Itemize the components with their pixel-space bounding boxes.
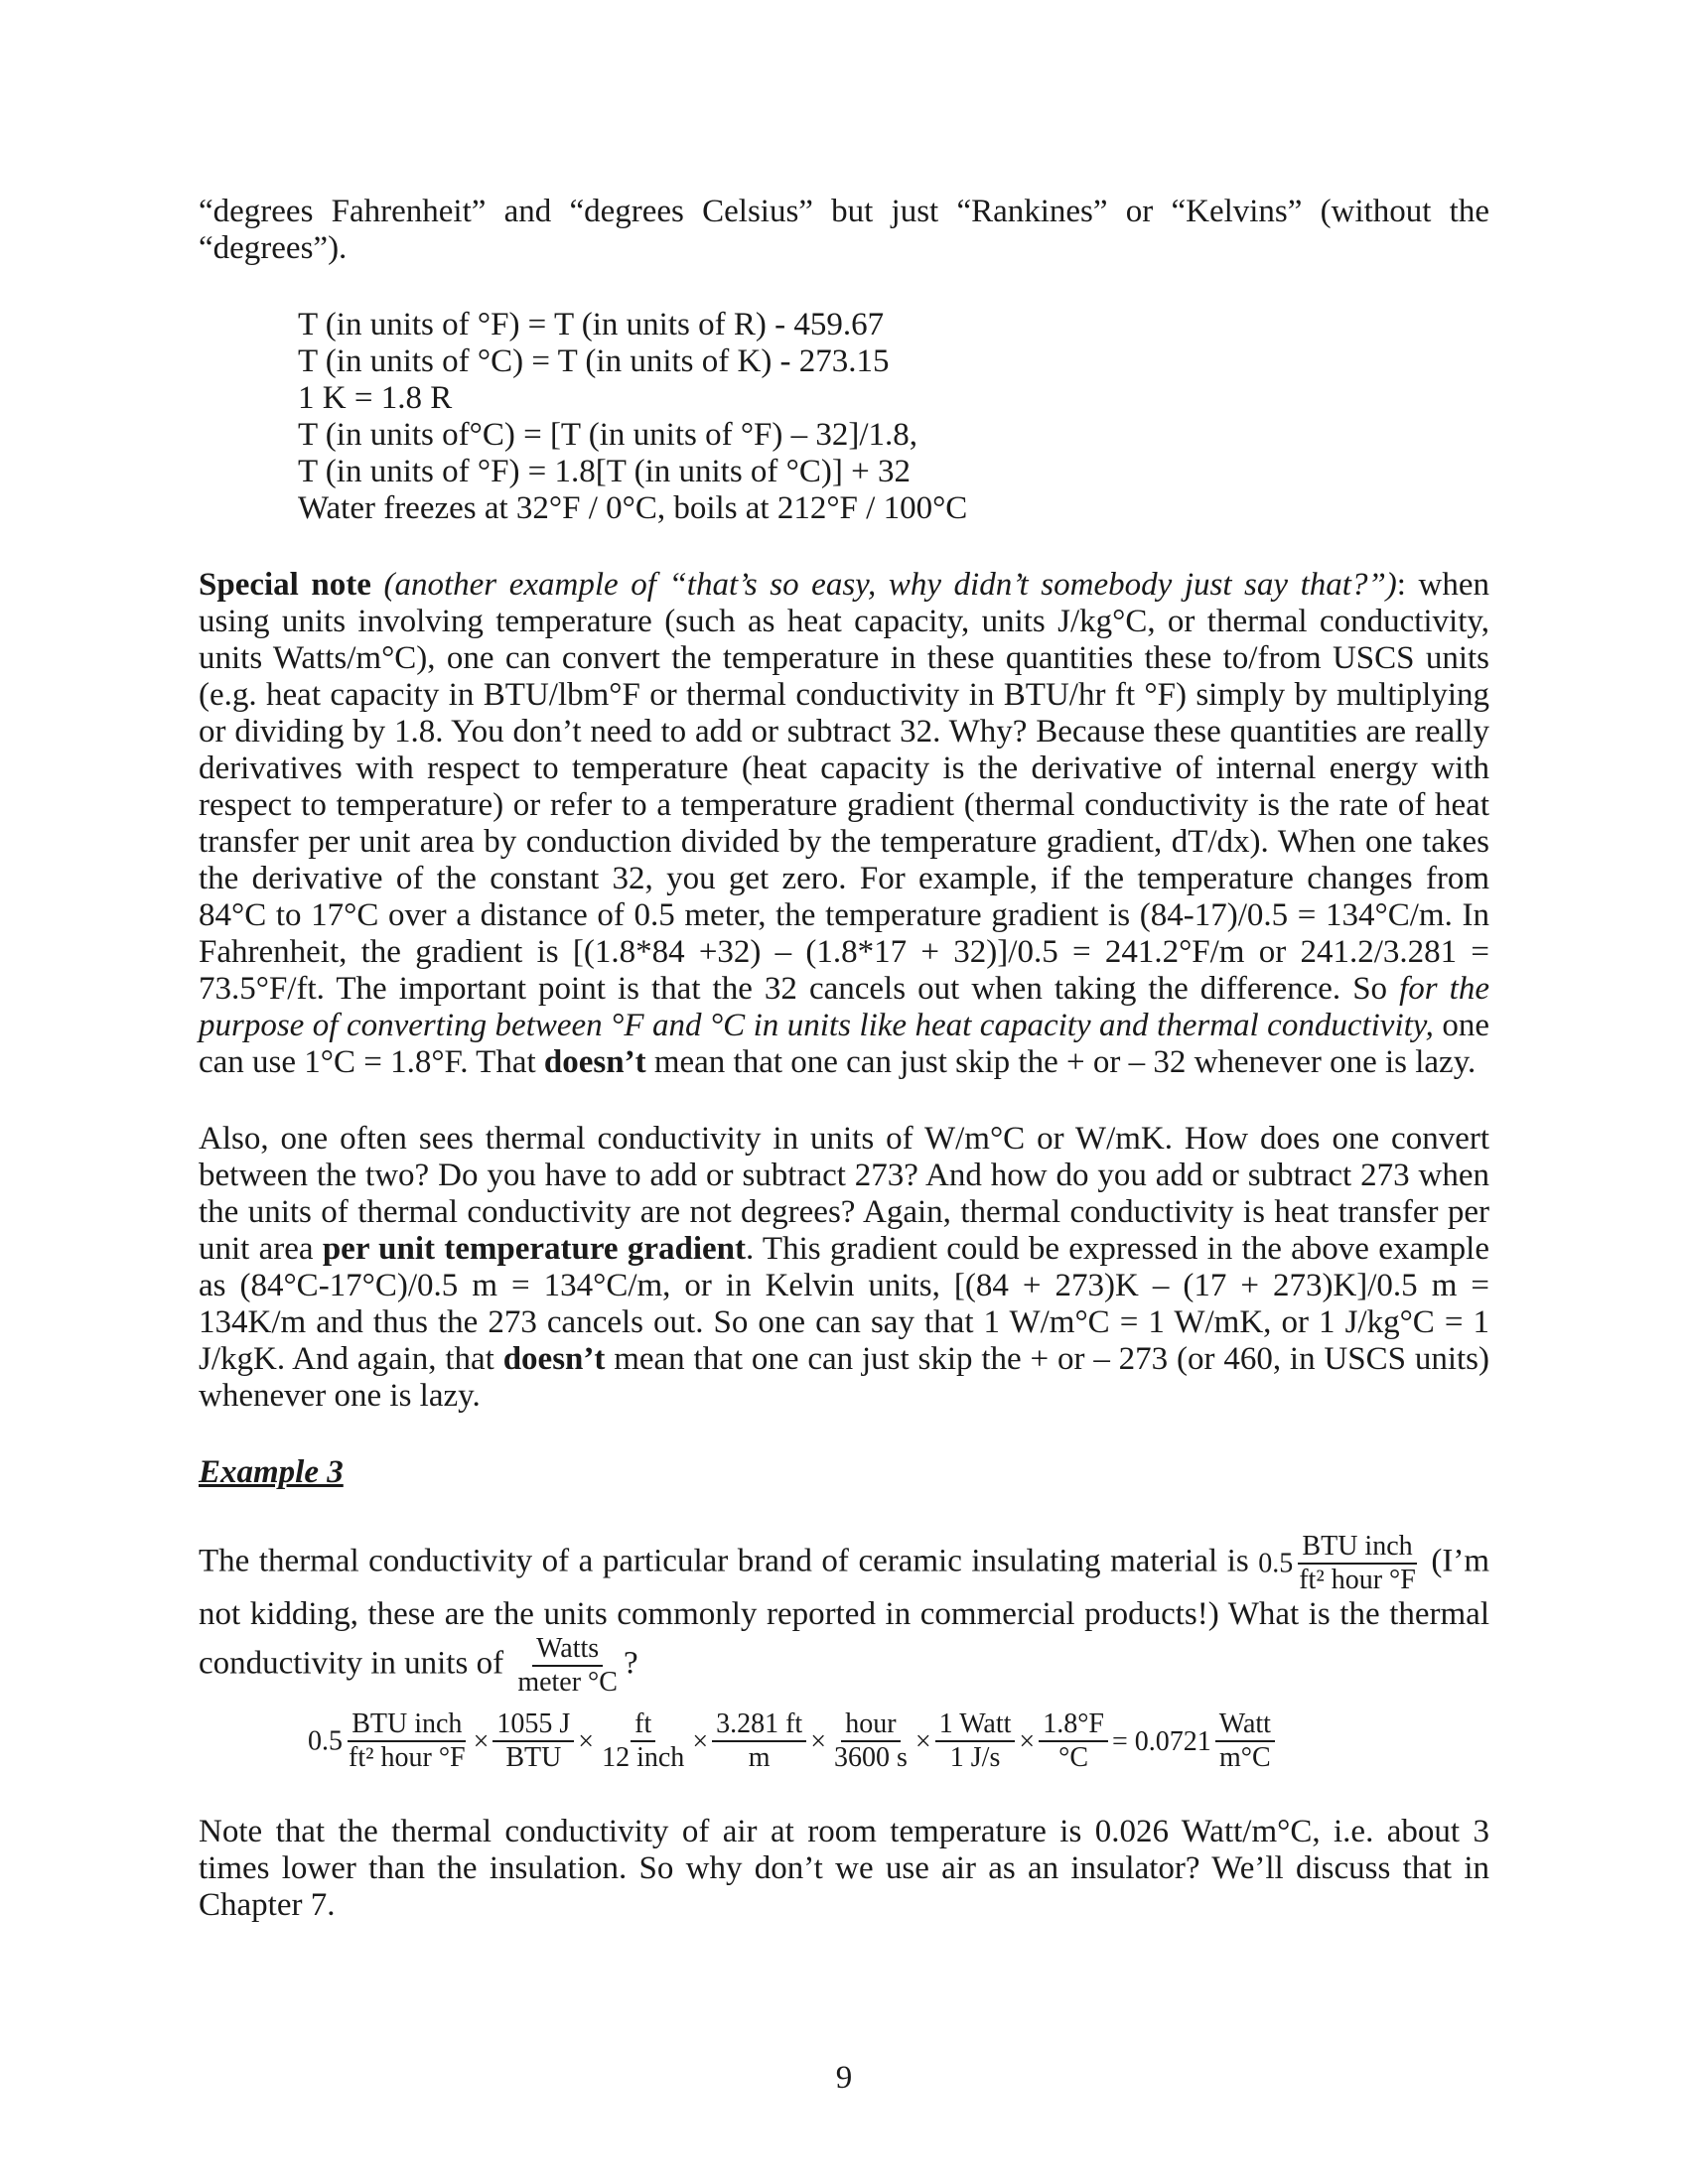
formula-line: T (in units of °F) = T (in units of R) - 459.67 bbox=[298, 307, 885, 342]
example-question: The thermal conductivity of a particular brand of ceramic insulating material is 0.5 $\frac{\text{BTU inch}}{\text{ft² hour °F}}$ (I’m not kidding, these are the units commonly reported in commercial products!) What is the thermal conductivity in units of $\frac{\text{Watts}}{\text{meter °C}}$ ? bbox=[199, 1531, 1489, 1698]
formula-line: Water freezes at 32°F / 0°C, boils at 212°F / 100°C bbox=[298, 490, 968, 526]
special-note-emphasis: for the purpose of converting between °F and °C in units like heat capacity and thermal conductivity, bbox=[199, 971, 1489, 1043]
page-number: 9 bbox=[835, 2060, 853, 2096]
conversion-formulas bbox=[298, 307, 1489, 527]
note-paragraph: Note that the thermal conductivity of air at room temperature is 0.026 Watt/m°C, i.e. about 3 times lower than the insulation. So why don’t we use air as an insulator? We’ll discuss that in Chapter 7. bbox=[199, 1814, 1489, 1923]
fraction: $\frac{\text{Watts}}{\text{meter °C}}$ bbox=[517, 1633, 618, 1698]
fraction: $\frac{1055 J}{\text{BTU}}$ bbox=[492, 1708, 574, 1774]
times-sign: × bbox=[473, 1725, 490, 1757]
formula-line: T (in units of°C) = [T (in units of °F) – 32]/1.8, bbox=[298, 417, 918, 453]
special-note-aside: (another example of “that’s so easy, why didn’t somebody just say that?”) bbox=[383, 567, 1397, 603]
fraction: $\frac{\text{Watt}}{m^\circ C}$ bbox=[1215, 1708, 1275, 1774]
intro-paragraph: “degrees Fahrenheit” and “degrees Celsius” but just “Rankines” or “Kelvins” (without the “degrees”). bbox=[199, 194, 1489, 266]
times-sign: × bbox=[1019, 1725, 1036, 1757]
equation-result: = 0.0721 bbox=[1111, 1725, 1211, 1757]
fraction: $\frac{\text{BTU inch}}{\text{ft² hour °F}}$ bbox=[1299, 1531, 1416, 1595]
special-note-label: Special note bbox=[199, 567, 371, 603]
fraction: $\frac{\text{1 Watt}}{1 J/s}$ bbox=[935, 1708, 1016, 1774]
times-sign: × bbox=[578, 1725, 595, 1757]
formula-line: T (in units of °C) = T (in units of K) - 273.15 bbox=[298, 343, 890, 379]
formula-line: T (in units of °F) = 1.8[T (in units of °C)] + 32 bbox=[298, 454, 911, 489]
times-sign: × bbox=[914, 1725, 931, 1757]
times-sign: × bbox=[692, 1725, 709, 1757]
kelvin-paragraph: Also, one often sees thermal conductivity in units of W/m°C or W/mK. How does one convert between the two? Do you have to add or subtract 273? And how do you add or subtract 273 when the units of thermal conductivity are not degrees? Again, thermal conductivity is heat transfer per unit area per unit temperature gradient. This gradient could be expressed in the above example as (84°C-17°C)/0.5 m = 134°C/m, or in Kelvin units, [(84 + 273)K – (17 + 273)K]/0.5 m = 134K/m and thus the 273 cancels out. So one can say that 1 W/m°C = 1 W/mK, or 1 J/kg°C = 1 J/kgK. And again, that doesn’t mean that one can just skip the + or – 273 (or 460, in USCS units) whenever one is lazy. bbox=[199, 1121, 1490, 1414]
fraction: $\frac{3.281 ft}{m}$ bbox=[712, 1708, 806, 1774]
fraction: $\frac{\text{BTU inch}}{\text{ft² hour °F}}$ bbox=[349, 1708, 466, 1773]
page-body bbox=[199, 194, 1489, 1924]
fraction: $\frac{ft}{\text{12 inch}}$ bbox=[602, 1708, 685, 1773]
example-heading: Example 3 bbox=[199, 1454, 344, 1490]
conversion-equation: 0.5 $\frac{\text{BTU inch}}{\text{ft² hour °F}}$ × $\frac{1055 J}{\text{BTU}}$ × $\frac{ft}{\text{12 inch}}$ × $\frac{3.281 ft}{m}$ × $\frac{\text{hour}}{3600 s}$ × $\frac{\text{1 Watt}}{1 J/s}$ × $\frac{1.8^\circ F}{^\circ C}$ = 0.0721 $\frac{\text{Watt}}{m^\circ C}$ bbox=[308, 1708, 1489, 1774]
times-sign: × bbox=[810, 1725, 827, 1757]
special-note-paragraph: Special note (another example of “that’s so easy, why didn’t somebody just say that?”): when using units involving temperature (such as heat capacity, units J/kg°C, or thermal conductivity, units Watts/m°C), one can convert the temperature in these quantities these to/from USCS units (e.g. heat capacity in BTU/lbm°F or thermal conductivity in BTU/hr ft °F) simply by multiplying or dividing by 1.8. You don’t need to add or subtract 32. Why? Because these quantities are really derivatives with respect to temperature (heat capacity is the derivative of internal energy with respect to temperature) or refer to a temperature gradient (thermal conductivity is the rate of heat transfer per unit area by conduction divided by the temperature gradient, dT/dx). When one takes the derivative of the constant 32, you get zero. For example, if the temperature changes from 84°C to 17°C over a distance of 0.5 meter, the temperature gradient is (84-17)/0.5 = 134°C/m. In Fahrenheit, the gradient is [(1.8*84 +32) – (1.8*17 + 32)]/0.5 = 241.2°F/m or 241.2/3.281 = 73.5°F/ft. The important point is that the 32 cancels out when taking the difference. So for the purpose of converting between °F and °C in units like heat capacity and thermal conductivity, one can use 1°C = 1.8°F. That doesn’t mean that one can just skip the + or – 32 whenever one is lazy. bbox=[199, 567, 1490, 1080]
fraction: $\frac{\text{hour}}{3600 s}$ bbox=[834, 1708, 908, 1773]
fraction: $\frac{1.8^\circ F}{^\circ C}$ bbox=[1039, 1708, 1108, 1774]
formula-line: 1 K = 1.8 R bbox=[298, 380, 453, 416]
